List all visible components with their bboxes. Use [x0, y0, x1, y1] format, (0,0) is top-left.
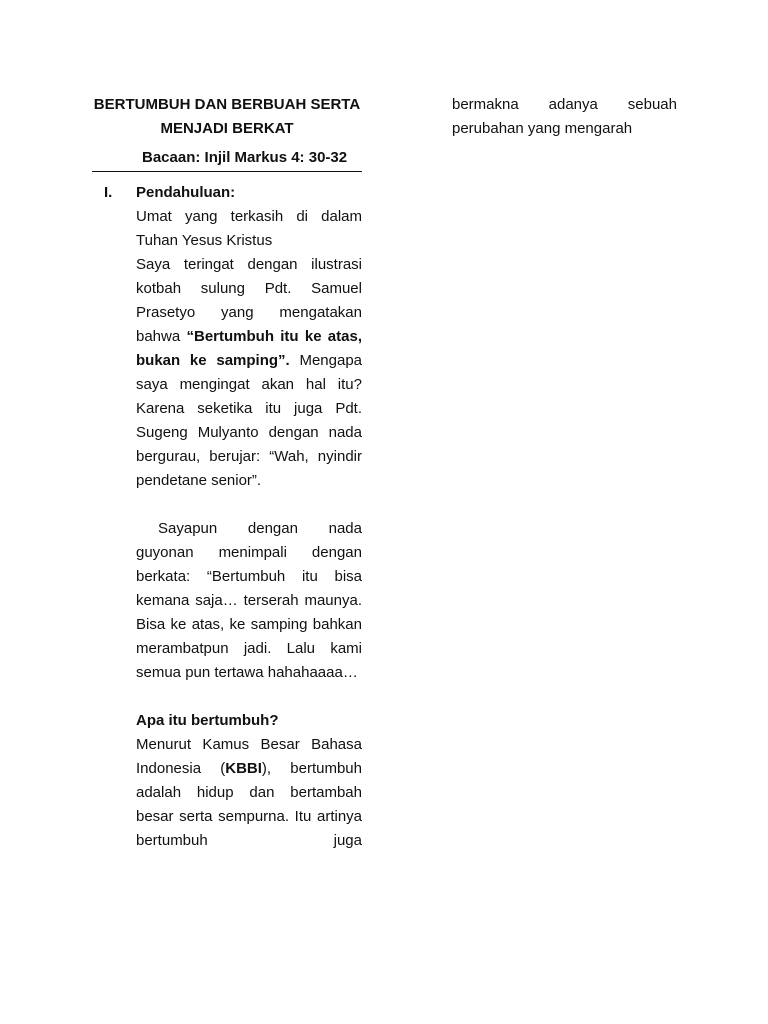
paragraph-3 [136, 733, 362, 853]
right-column-line-1: bermakna adanya sebuah [452, 96, 677, 113]
section-body [136, 181, 362, 853]
subheading: Apa itu bertumbuh? [136, 712, 279, 729]
paragraph-1-quote: “Bertumbuh itu ke atas, bukan ke samping”. [136, 328, 362, 369]
right-column-line-2: perubahan yang mengarah [452, 120, 633, 137]
paragraph-1-text-b: Mengapa saya mengingat akan hal itu? Karena seketika itu juga Pdt. Sugeng Mulyanto dengan nada bergurau, berujar: “Wah, nyindir pendetane senior”. [136, 352, 362, 489]
title-line-2: MENJADI BERKAT [160, 120, 294, 137]
section-title: Pendahuluan: [136, 184, 236, 201]
greeting-paragraph: Umat yang terkasih di dalam Tuhan Yesus Kristus [136, 208, 362, 249]
right-column [452, 93, 677, 141]
title-divider [92, 171, 362, 172]
section-number: I. [104, 184, 113, 201]
title-line-1: BERTUMBUH DAN BERBUAH SERTA [93, 96, 361, 113]
paragraph-spacer [136, 685, 362, 709]
section-introduction [92, 181, 362, 853]
paragraph-3-text-b: ), bertumbuh adalah hidup dan bertambah besar serta sempurna. Itu artinya bertumbuh juga [136, 760, 362, 849]
paragraph-1 [136, 253, 362, 493]
left-column [92, 93, 362, 853]
scripture-reading: Bacaan: Injil Markus 4: 30-32 [142, 149, 348, 166]
paragraph-1-text-a: Saya teringat dengan ilustrasi kotbah sulung Pdt. Samuel Prasetyo yang mengatakan bahwa [136, 256, 362, 345]
paragraph-spacer [136, 493, 362, 517]
paragraph-3-abbrev: KBBI [225, 760, 262, 777]
document-title [92, 93, 362, 141]
paragraph-2: Sayapun dengan nada guyonan menimpali dengan berkata: “Bertumbuh itu bisa kemana saja… terserah maunya. Bisa ke atas, ke samping bahkan merambatpun jadi. Lalu kami semua pun tertawa hahahaaaa… [136, 520, 362, 681]
paragraph-3-text-a: Menurut Kamus Besar Bahasa Indonesia ( [136, 736, 362, 777]
